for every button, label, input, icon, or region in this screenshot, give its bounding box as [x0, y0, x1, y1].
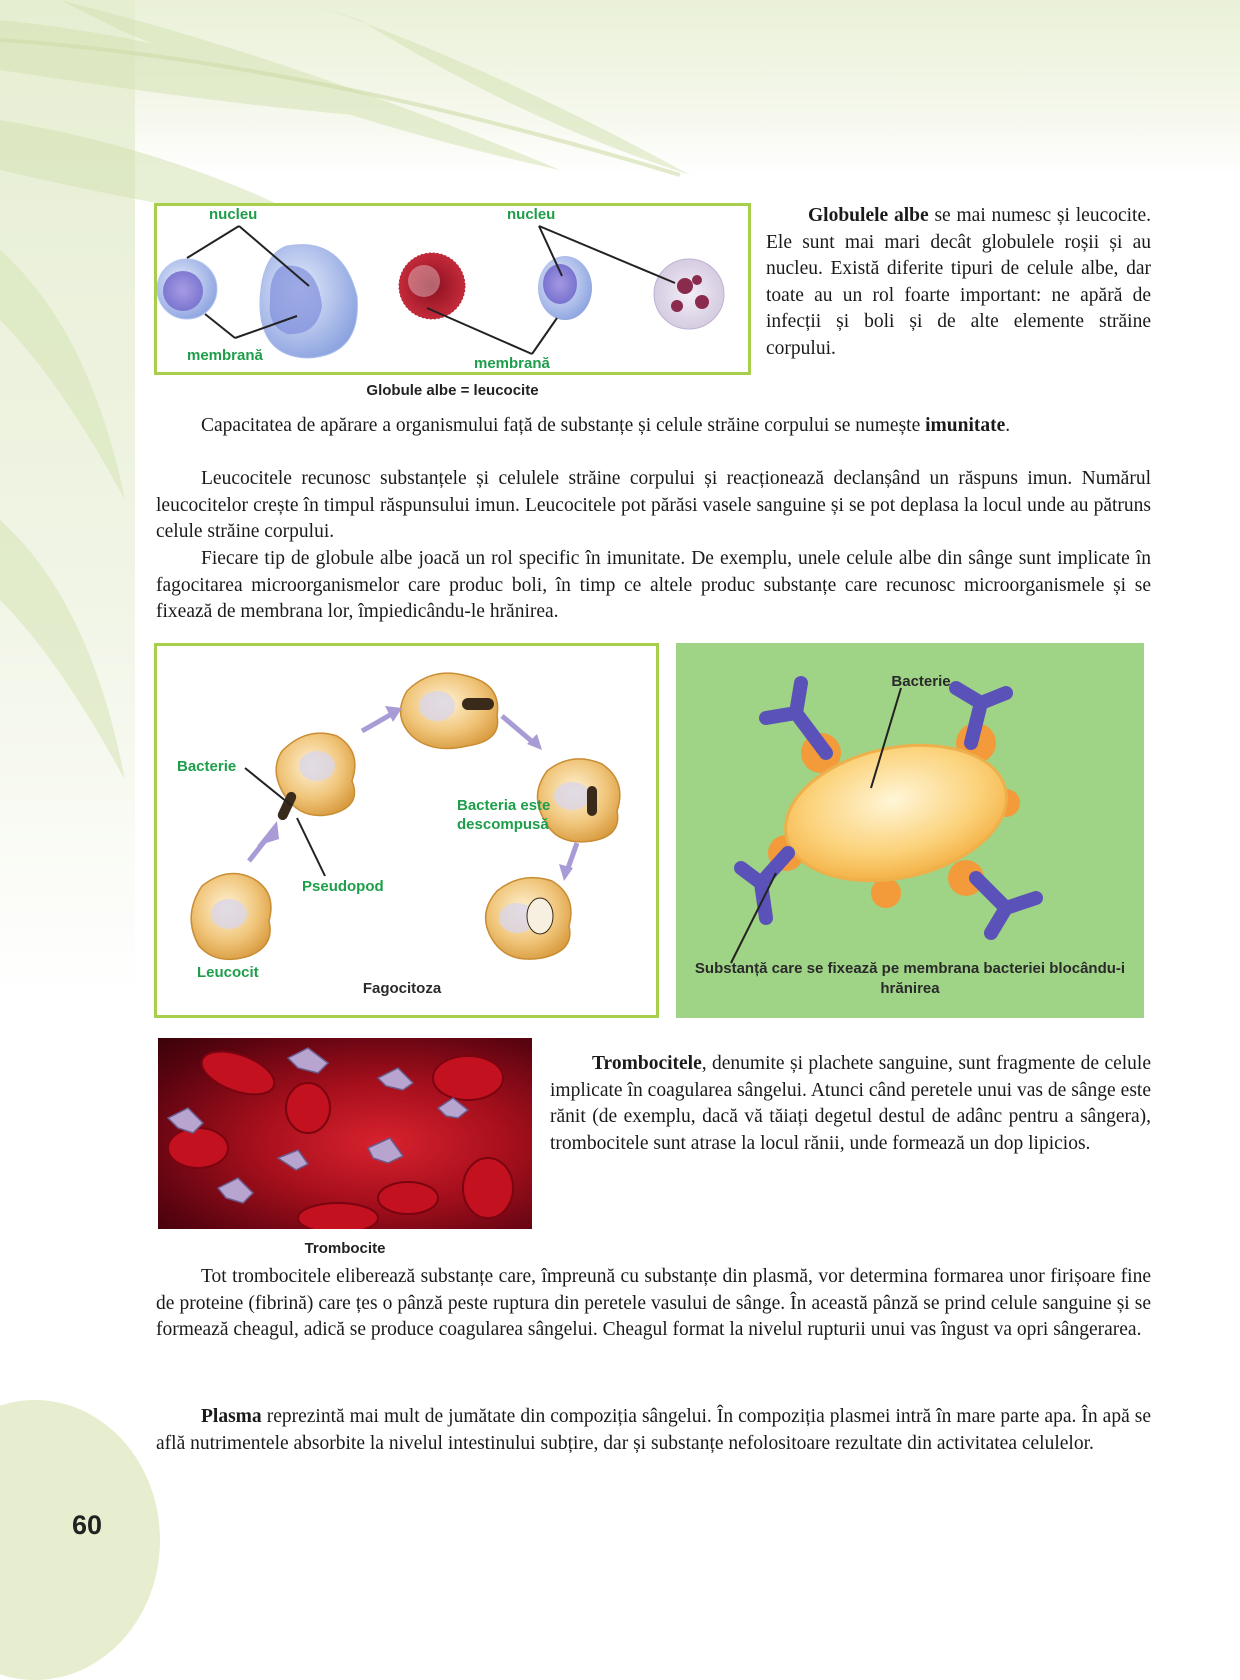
phagocytosis-illustration: [157, 646, 656, 1015]
nucleus-label-right: nucleu: [507, 206, 556, 223]
plasma-description: reprezintă mai mult de jumătate din compoziția sângelui. În compoziția plasmei intră în mare parte apa. În apă se află nutrimentele absorbite la nivelul intestinului subțire, dar și substanțe nefolositoare rezultate din activitatea celulelor.: [156, 1406, 1151, 1454]
leucocytes-caption: Globule albe = leucocite: [366, 382, 539, 399]
term-plasma: Plasma: [201, 1406, 262, 1427]
pseudopod-label: Pseudopod: [302, 878, 384, 895]
page-number: 60: [72, 1510, 103, 1540]
platelets-caption: Trombocite: [304, 1240, 386, 1257]
leucocyte-label: Leucocit: [197, 964, 259, 981]
platelets-description: , denumite și plachete sanguine, sunt fragmente de celule implicate în coagularea sângelui. Atunci când peretele unui vas de sânge este rănit (de exemplu, dacă vă tăiați degetul destul de adânc pentru a sângera), trombocitele sunt atrase la locul rănii, unde formează un dop lipicios.: [550, 1053, 1151, 1154]
paragraph-plasma: [156, 1404, 1151, 1457]
paragraph-clot: Tot trombocitele eliberează substanțe care, împreună cu substanțe din plasmă, vor determina formarea unor firișoare fine de proteine (fibrină) care țes o pânză peste ruptura din peretele vasului de sânge. În această pânză se prind celule sanguine și se formează cheagul, adică se produce coagularea sângelui. Cheagul format la nivelul rupturii unui vas îngust va opri sângerarea.: [156, 1266, 1151, 1340]
bacteria-decomposed-label: Bacteria este descompusă: [457, 797, 551, 833]
term-white-blood-cells: Globulele albe: [808, 205, 929, 226]
membrane-label-left: membrană: [187, 347, 263, 364]
term-platelets: Trombocitele: [592, 1053, 702, 1074]
immunity-period: .: [1005, 415, 1011, 436]
phagocytosis-caption: Fagocitoza: [362, 980, 442, 997]
paragraph-white-blood-cells: [766, 203, 1151, 362]
figure-phagocytosis: [154, 643, 659, 1018]
nucleus-label-left: nucleu: [209, 206, 258, 223]
bacteria-label: Bacterie: [177, 758, 237, 775]
immunity-text: Capacitatea de apărare a organismului față de substanțe și celule străine corpului se numește: [201, 415, 926, 436]
platelets-illustration: [158, 1038, 532, 1229]
wbc-description: se mai numesc și leucocite. Ele sunt mai mari decât globulele roșii și au nucleu. Există diferite tipuri de celule albe, dar toate au un rol foarte important: ne apără de infecții și boli și de alte elemente străine corpului.: [766, 205, 1151, 359]
paragraph-immunity: [156, 413, 1151, 440]
antibody-caption: Substanță care se fixează pe membrana bacteriei blocându-i hrănirea: [694, 960, 1126, 997]
paragraph-platelets: [550, 1051, 1151, 1157]
bacteria-label-antibody: Bacterie: [891, 673, 951, 690]
membrane-label-right: membrană: [474, 355, 550, 372]
figure-leucocytes: [154, 203, 751, 375]
term-immunity: imunitate: [925, 415, 1006, 436]
figure-platelets: [158, 1038, 532, 1229]
paragraph-leucocytes-recognize: Leucocitele recunosc substanțele și celulele străine corpului și reacționează declanșând un răspuns imun. Numărul leucocitelor crește în timpul răspunsului imun. Leucocitele pot părăsi vasele sanguine și se pot deplasa la locul unde au pătruns celule străine corpului.: [156, 468, 1151, 542]
paragraph-each-type: Fiecare tip de globule albe joacă un rol specific în imunitate. De exemplu, unele celule albe din sânge sunt implicate în fagocitarea microorganismelor care produc boli, în timp ce altele produc substanțe care recunosc microorganismele și se fixează de membrana lor, împiedicându-le hrănirea.: [156, 548, 1151, 622]
figure-antibody: [676, 643, 1144, 1018]
